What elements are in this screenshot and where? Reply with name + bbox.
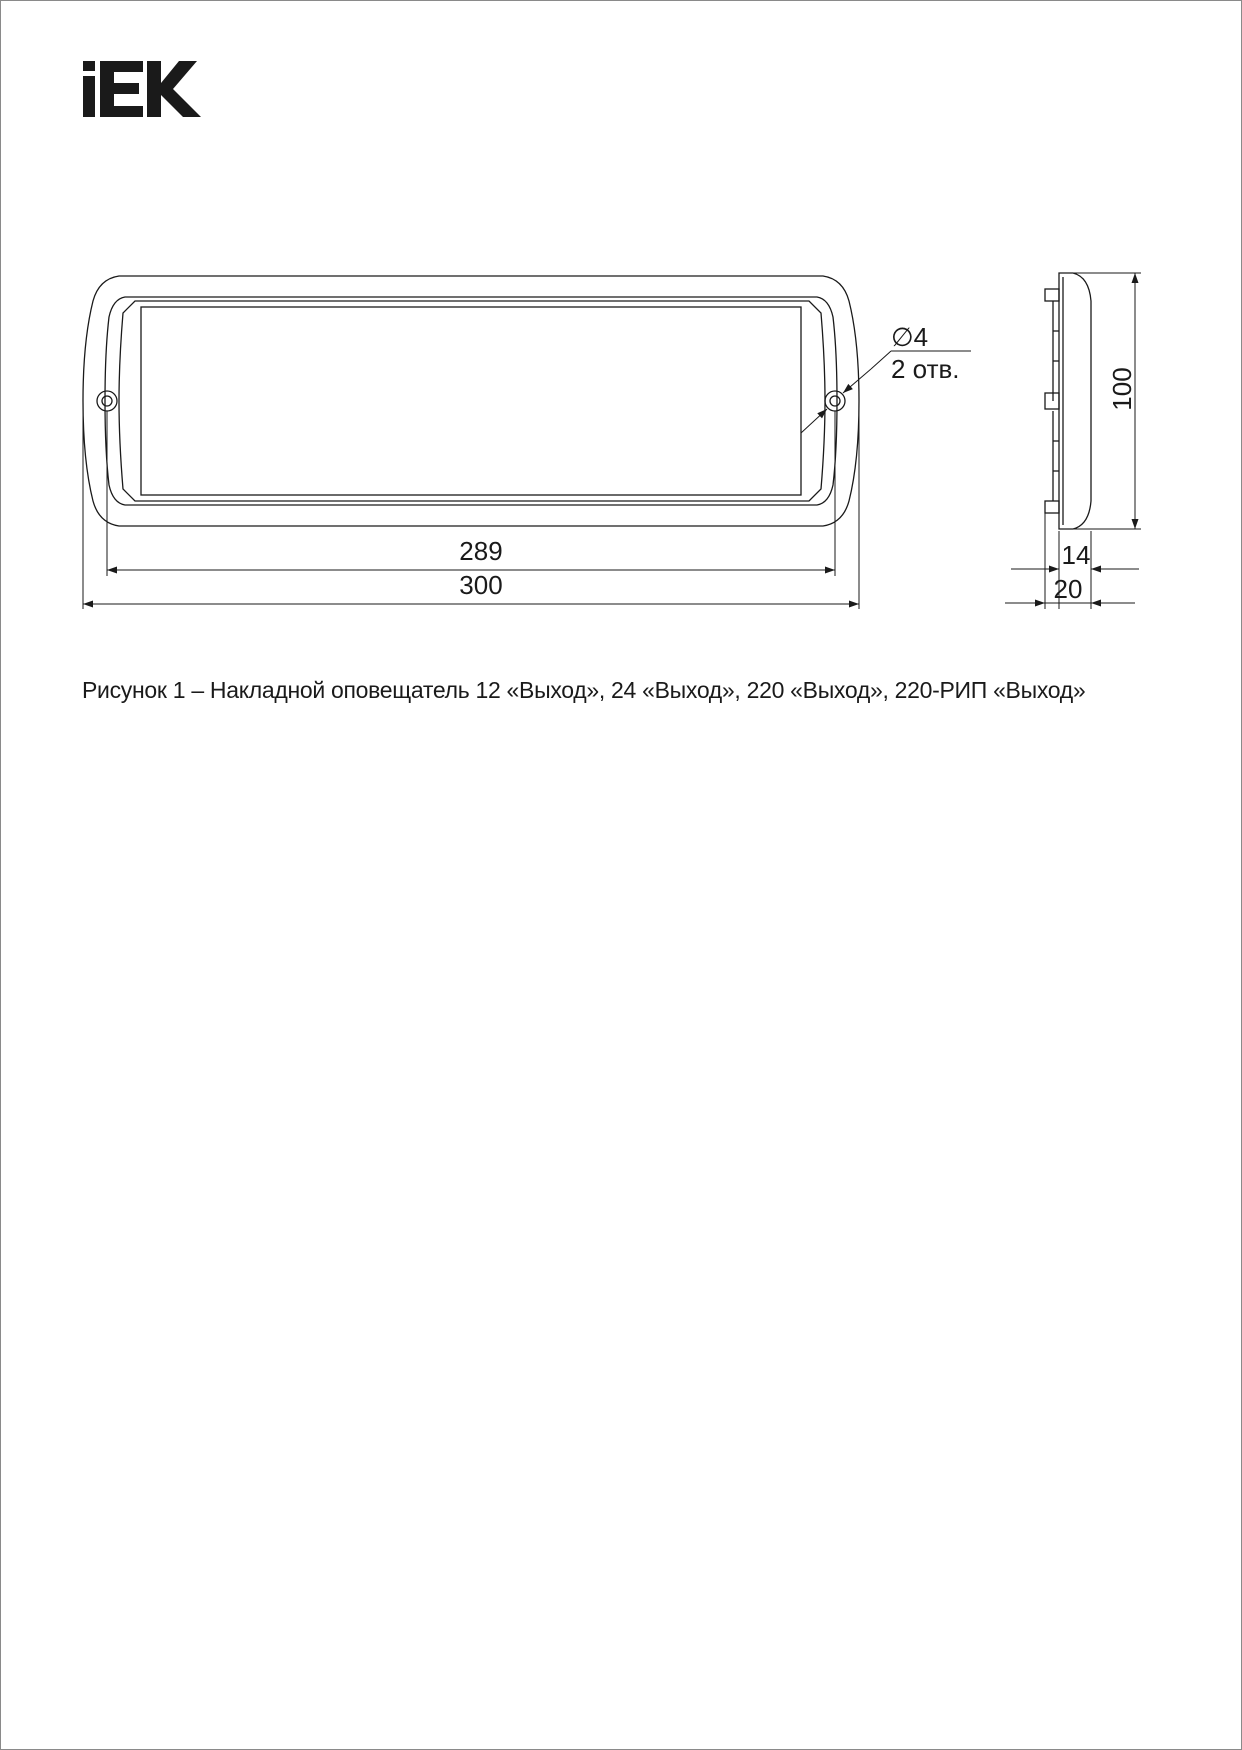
hole-diameter-label: ∅4 [891,322,929,352]
dimension-300-label: 300 [459,570,503,600]
dimension-14-label: 14 [1061,540,1091,570]
front-view [83,276,859,526]
technical-drawing [1,1,1241,681]
figure-caption: Рисунок 1 – Накладной оповещатель 12 «Выход», 24 «Выход», 220 «Выход», 220-РИП «Выход» [82,677,1086,703]
side-view [1045,273,1091,529]
hole-count-label: 2 отв. [891,354,960,384]
dimension-289-label: 289 [459,536,503,566]
dimension-100-label: 100 [1107,367,1137,411]
dimension-20-label: 20 [1053,574,1083,604]
